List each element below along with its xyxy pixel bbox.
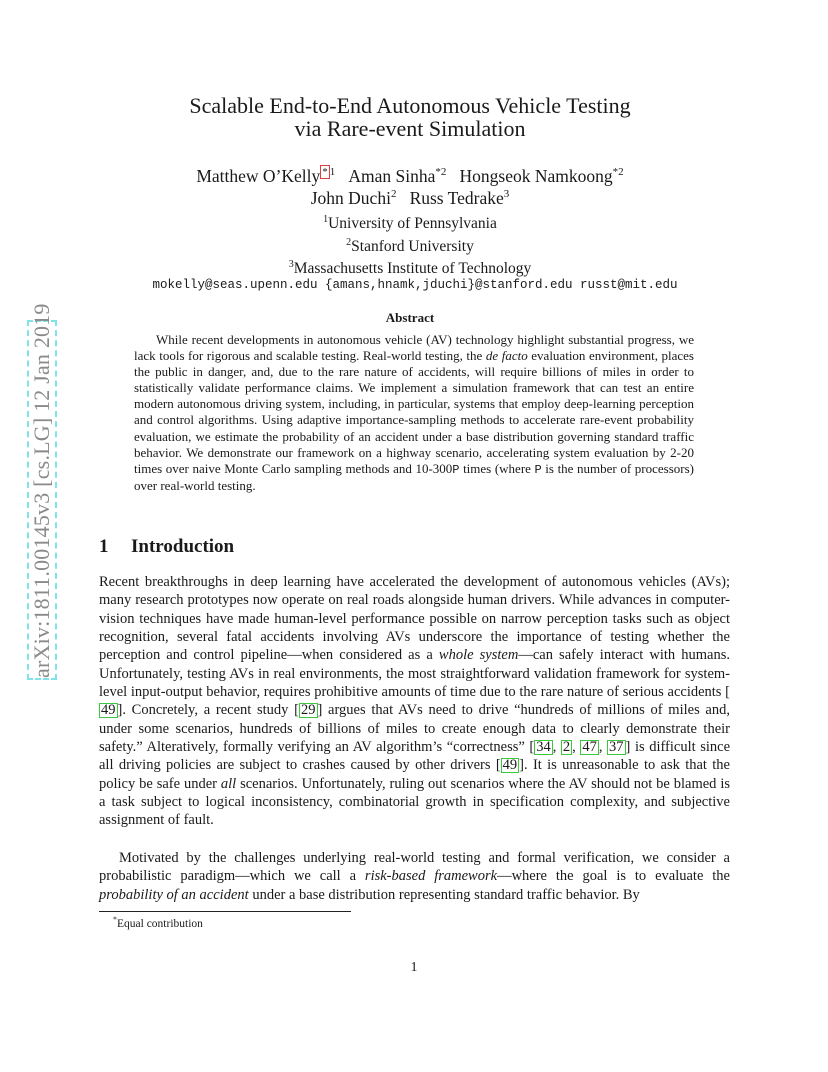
citation-link[interactable]: 34 bbox=[536, 739, 551, 756]
paragraph-text: —can safely interact with humans. Unfortunately, testing AVs in real environments, the most straightforward validation framework for system-level input-output behavior, requires prohibitive amounts of time due to the rare nature of serious accidents [ bbox=[99, 647, 730, 701]
affiliation-mark: 1 bbox=[323, 214, 329, 225]
footnote-rule bbox=[99, 911, 351, 912]
abstract-text: evaluation environment, places the public in danger, and, due to the rare nature of accidents, will require billions of miles in order to statistically validate performance claims. We implement a simulation framework that can test an entire modern autonomous driving system, including, in particular, systems that employ deep-learning perception and control algorithms. Using adaptive importance-sampling methods to accelerate rare-event probability evaluation, we estimate the probability of an accident under a base distribution governing standard traffic behavior. We demonstrate our framework on a highway scenario, accelerating system evaluation by 2-20 times over naive Monte Carlo sampling methods and 10-300 bbox=[134, 348, 694, 476]
affiliation-name: University of Pennsylvania bbox=[328, 215, 497, 233]
section-heading bbox=[99, 536, 234, 558]
citation-link[interactable]: 47 bbox=[582, 739, 597, 756]
separator: , bbox=[552, 739, 561, 756]
author-name: Russ Tedrake bbox=[409, 187, 504, 208]
paragraph-text: Motivated by the challenges underlying real-world testing and formal verification, we consider a probabilistic paradigm—which we call a bbox=[99, 850, 730, 885]
arxiv-stamp: arXiv:1811.00145v3 [cs.LG] 12 Jan 2019 bbox=[27, 320, 57, 680]
author-line-2 bbox=[100, 183, 720, 209]
footnote-text: Equal contribution bbox=[117, 917, 203, 930]
paragraph-emphasis: all bbox=[220, 775, 237, 792]
title-line-1: Scalable End-to-End Autonomous Vehicle Testing bbox=[189, 93, 631, 118]
paragraph-text: ] argues that AVs need to drive “hundreds of millions of miles and, under some scenarios, hundreds of billions of miles to create enough data to clearly demonstrate their safety.” Alteratively, formally verifying an AV algorithm’s “correctness” [ bbox=[99, 702, 730, 756]
affiliation-name: Stanford University bbox=[351, 237, 474, 255]
intro-paragraph-1 bbox=[99, 573, 730, 830]
affiliation-mark: 3 bbox=[503, 188, 510, 200]
processor-symbol: P bbox=[534, 462, 542, 477]
processor-symbol: P bbox=[452, 462, 460, 477]
paragraph-text: —where the goal is to evaluate the bbox=[497, 868, 730, 885]
intro-paragraph-2 bbox=[99, 849, 730, 904]
footnote bbox=[113, 915, 203, 930]
affiliation-mark: 3 bbox=[288, 259, 294, 271]
citation-link[interactable]: 37 bbox=[609, 739, 624, 756]
abstract-heading: Abstract bbox=[385, 310, 435, 325]
affiliation bbox=[100, 256, 720, 279]
citation-link[interactable]: 29 bbox=[301, 702, 316, 719]
abstract-text: is the number of processors) over real-world testing. bbox=[134, 460, 694, 493]
abstract-emphasis: de facto bbox=[485, 348, 528, 364]
citation-link[interactable]: 49 bbox=[502, 757, 518, 774]
section-title: Introduction bbox=[131, 536, 235, 557]
paragraph-text: ]. Concretely, a recent study [ bbox=[117, 702, 299, 719]
footnote-mark: * bbox=[113, 915, 117, 924]
affiliation-mark: 2 bbox=[346, 236, 352, 248]
paragraph-text: scenarios. Unfortunately, ruling out scenarios where the AV should not be blamed is a task subject to logical inconsistency, combinatorial growth in specification complexity, and subjective assignment of fault. bbox=[99, 775, 730, 829]
author-name: Hongseok Namkoong bbox=[459, 165, 613, 186]
affiliation-mark: 2 bbox=[390, 188, 397, 200]
author-name: John Duchi bbox=[310, 187, 391, 208]
paragraph-emphasis: risk-based framework bbox=[364, 868, 498, 885]
paragraph-text: Recent breakthroughs in deep learning have accelerated the development of autonomous vehicles (AVs); many research prototypes now operate on real roads alongside human drivers. While advances in computer-vision techniques have made human-level performance possible on narrow perception tasks such as object recognition, several fatal accidents involving AVs underscore the importance of testing whether the perception and control pipeline—when considered as a bbox=[99, 574, 730, 664]
citation-link[interactable]: 49 bbox=[101, 702, 116, 719]
paper-title bbox=[100, 94, 720, 140]
author-name: Matthew O’Kelly bbox=[196, 165, 321, 186]
separator: , bbox=[572, 739, 581, 756]
page-number: 1 bbox=[410, 960, 418, 975]
author-emails: mokelly@seas.upenn.edu {amans,hnamk,jduchi}@stanford.edu russt@mit.edu bbox=[152, 278, 678, 292]
affiliation bbox=[100, 234, 720, 257]
section-number: 1 bbox=[99, 536, 109, 557]
paragraph-emphasis: whole system bbox=[438, 647, 519, 664]
title-line-2: via Rare-event Simulation bbox=[294, 116, 526, 141]
abstract-text: While recent developments in autonomous vehicle (AV) technology highlight substantial progress, we lack tools for rigorous and scalable testing. Real-world testing, the bbox=[134, 332, 694, 364]
affiliation bbox=[100, 211, 720, 234]
citation-link[interactable]: 2 bbox=[562, 739, 571, 756]
affiliation-mark: *2 bbox=[435, 166, 447, 178]
abstract-body bbox=[134, 332, 694, 494]
footnote-link[interactable]: * bbox=[322, 166, 328, 178]
separator: , bbox=[598, 739, 608, 756]
paragraph-text: under a base distribution representing standard traffic behavior. By bbox=[248, 886, 640, 903]
affiliation-mark: 1 bbox=[329, 166, 336, 178]
abstract-text: times (where bbox=[459, 460, 535, 476]
paragraph-text: ]. It is unreasonable to ask that the policy be safe under bbox=[99, 757, 730, 792]
affiliation-name: Massachusetts Institute of Technology bbox=[293, 260, 532, 278]
affiliation-mark: *2 bbox=[612, 166, 624, 178]
paragraph-text: ] is difficult since all driving policies are subject to crashes caused by other drivers [ bbox=[99, 739, 730, 774]
author-name: Aman Sinha bbox=[348, 165, 436, 186]
paragraph-emphasis: probability of an accident bbox=[99, 886, 249, 903]
affiliation-list bbox=[100, 211, 720, 279]
